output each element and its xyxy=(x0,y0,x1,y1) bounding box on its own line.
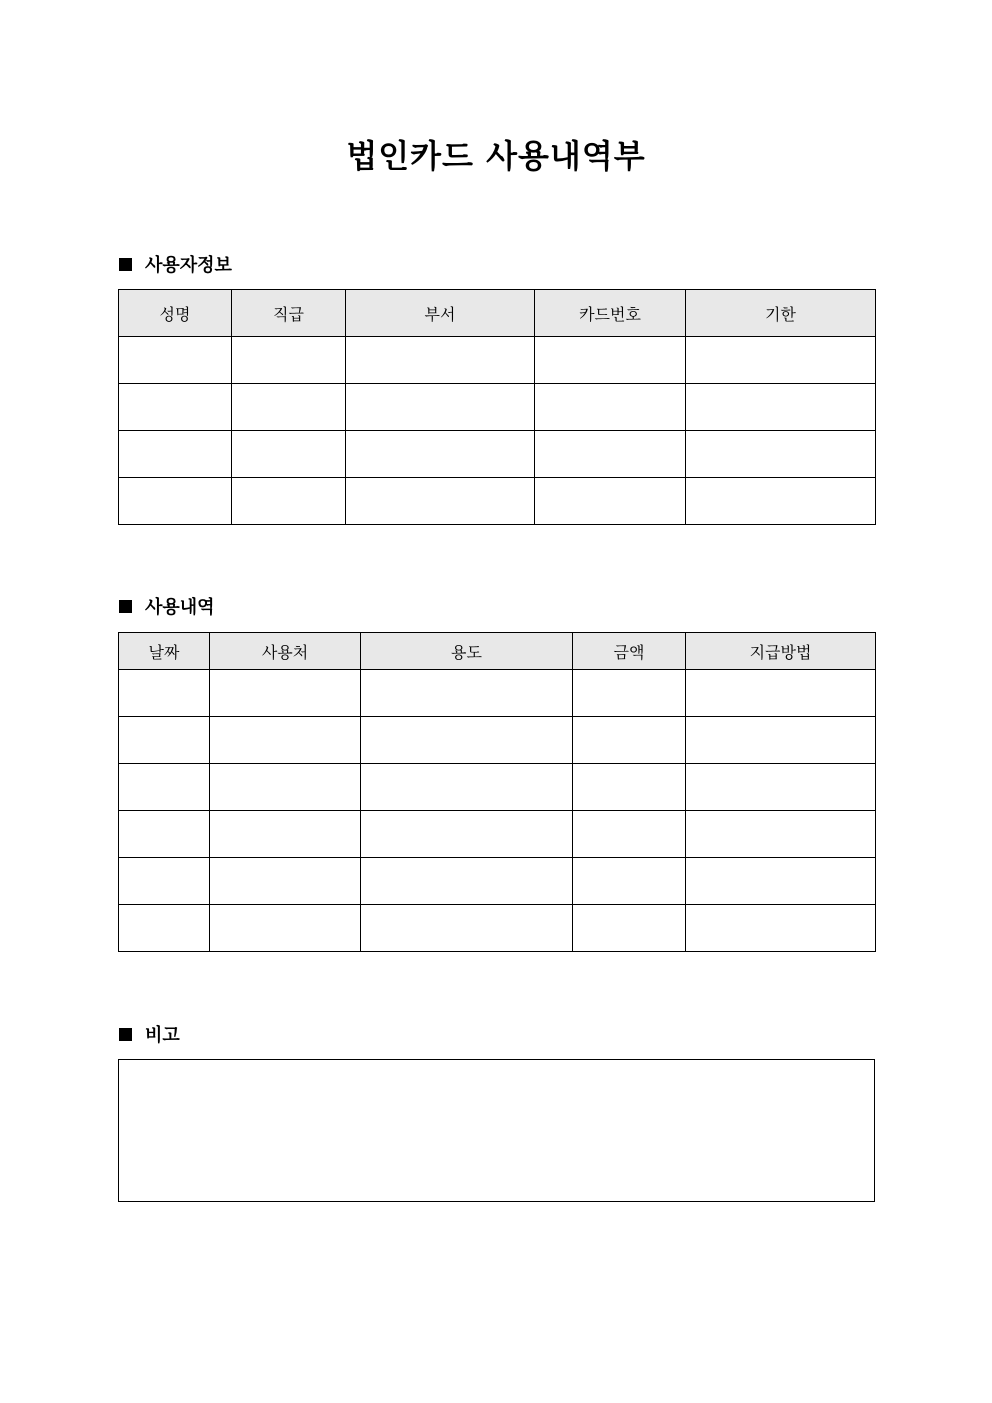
table-cell[interactable] xyxy=(573,717,686,764)
table-cell[interactable] xyxy=(119,905,210,952)
table-cell[interactable] xyxy=(686,858,876,905)
table-cell[interactable] xyxy=(232,337,346,384)
column-header-merchant: 사용처 xyxy=(210,633,361,670)
black-square-icon xyxy=(119,600,132,613)
table-cell[interactable] xyxy=(686,811,876,858)
table-cell[interactable] xyxy=(346,478,535,525)
column-header-date: 날짜 xyxy=(119,633,210,670)
remarks-box[interactable] xyxy=(118,1059,875,1202)
table-cell[interactable] xyxy=(119,811,210,858)
table-cell[interactable] xyxy=(210,717,361,764)
table-row xyxy=(119,905,876,952)
table-row xyxy=(119,811,876,858)
column-header-name: 성명 xyxy=(119,290,232,337)
document-title: 법인카드 사용내역부 xyxy=(346,137,646,175)
table-row xyxy=(119,717,876,764)
table-cell[interactable] xyxy=(361,764,573,811)
table-cell[interactable] xyxy=(535,478,686,525)
table-cell[interactable] xyxy=(346,431,535,478)
table-cell[interactable] xyxy=(573,811,686,858)
usage-header-row xyxy=(119,633,876,670)
column-header-position: 직급 xyxy=(232,290,346,337)
table-cell[interactable] xyxy=(232,384,346,431)
remarks-heading-label: 비고 xyxy=(145,1025,180,1046)
table-cell[interactable] xyxy=(119,384,232,431)
table-cell[interactable] xyxy=(686,337,876,384)
table-row xyxy=(119,384,876,431)
column-header-payment-method: 지급방법 xyxy=(686,633,876,670)
usage-heading xyxy=(119,594,215,618)
table-cell[interactable] xyxy=(210,670,361,717)
table-cell[interactable] xyxy=(119,337,232,384)
table-row xyxy=(119,478,876,525)
table-row xyxy=(119,764,876,811)
column-header-amount: 금액 xyxy=(573,633,686,670)
table-cell[interactable] xyxy=(535,337,686,384)
table-cell[interactable] xyxy=(119,431,232,478)
table-cell[interactable] xyxy=(361,858,573,905)
table-cell[interactable] xyxy=(535,384,686,431)
table-cell[interactable] xyxy=(686,670,876,717)
table-cell[interactable] xyxy=(210,811,361,858)
column-header-department: 부서 xyxy=(346,290,535,337)
table-cell[interactable] xyxy=(686,384,876,431)
table-cell[interactable] xyxy=(346,337,535,384)
table-cell[interactable] xyxy=(119,478,232,525)
black-square-icon xyxy=(119,258,132,271)
table-cell[interactable] xyxy=(535,431,686,478)
table-row xyxy=(119,670,876,717)
table-cell[interactable] xyxy=(119,717,210,764)
table-row xyxy=(119,431,876,478)
user-info-table xyxy=(118,289,876,525)
table-cell[interactable] xyxy=(361,905,573,952)
table-cell[interactable] xyxy=(686,478,876,525)
table-cell[interactable] xyxy=(686,431,876,478)
table-cell[interactable] xyxy=(686,764,876,811)
black-square-icon xyxy=(119,1028,132,1041)
table-cell[interactable] xyxy=(119,670,210,717)
table-cell[interactable] xyxy=(232,478,346,525)
table-cell[interactable] xyxy=(361,811,573,858)
usage-heading-label: 사용내역 xyxy=(145,597,215,618)
table-cell[interactable] xyxy=(210,764,361,811)
table-cell[interactable] xyxy=(361,670,573,717)
table-cell[interactable] xyxy=(573,905,686,952)
table-cell[interactable] xyxy=(119,858,210,905)
table-cell[interactable] xyxy=(361,717,573,764)
table-row xyxy=(119,337,876,384)
remarks-heading xyxy=(119,1022,180,1046)
table-cell[interactable] xyxy=(686,905,876,952)
table-cell[interactable] xyxy=(119,764,210,811)
table-cell[interactable] xyxy=(686,717,876,764)
usage-table xyxy=(118,632,876,952)
table-cell[interactable] xyxy=(573,764,686,811)
table-cell[interactable] xyxy=(232,431,346,478)
table-row xyxy=(119,858,876,905)
column-header-purpose: 용도 xyxy=(361,633,573,670)
user-info-heading-label: 사용자정보 xyxy=(145,255,232,276)
table-cell[interactable] xyxy=(210,905,361,952)
column-header-expiry: 기한 xyxy=(686,290,876,337)
user-info-heading xyxy=(119,252,232,276)
table-cell[interactable] xyxy=(573,858,686,905)
user-info-header-row xyxy=(119,290,876,337)
table-cell[interactable] xyxy=(210,858,361,905)
table-cell[interactable] xyxy=(573,670,686,717)
column-header-card-number: 카드번호 xyxy=(535,290,686,337)
table-cell[interactable] xyxy=(346,384,535,431)
